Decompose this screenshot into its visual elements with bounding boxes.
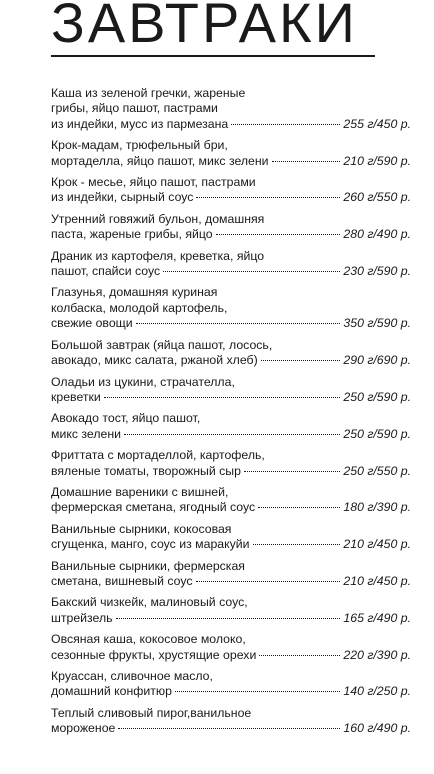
menu-item-description: Утренний говяжий бульон, домашняя: [51, 211, 265, 226]
menu-item-description: Большой завтрак (яйца пашот, лосось,: [51, 337, 273, 352]
menu-item: [51, 86, 411, 132]
menu-item-description: грибы, яйцо пашот, пастрами: [51, 101, 218, 116]
menu-item-price: 250 г/590 р.: [343, 389, 411, 404]
menu-item: [51, 595, 411, 626]
menu-item-description: сезонные фрукты, хрустящие орехи: [51, 647, 257, 662]
menu-item: [51, 138, 411, 169]
dotted-leader: [196, 581, 341, 582]
menu-item: [51, 448, 411, 479]
menu-item-description: колбаска, молодой картофель,: [51, 300, 228, 315]
menu-item-price: 250 г/550 р.: [343, 463, 411, 478]
menu-item-price: 210 г/450 р.: [343, 573, 411, 588]
menu-item-description: авокадо, микс салата, ржаной хлеб): [51, 353, 258, 368]
menu-item-description: паста, жареные грибы, яйцо: [51, 227, 213, 242]
menu-item: [51, 338, 411, 369]
dotted-leader: [104, 397, 341, 398]
menu-item-price: 165 г/490 р.: [343, 610, 411, 625]
dotted-leader: [244, 471, 340, 472]
menu-item-description: Ванильные сырники, кокосовая: [51, 521, 232, 536]
menu-item-description: Овсяная каша, кокосовое молоко,: [51, 632, 246, 647]
menu-item-price: 260 г/550 р.: [343, 190, 411, 205]
dotted-leader: [163, 271, 340, 272]
menu-item-description: пашот, спайси соус: [51, 264, 161, 279]
menu-item-description: Ванильные сырники, фермерская: [51, 558, 245, 573]
dotted-leader: [259, 655, 340, 656]
menu-item-description: Крок - месье, яйцо пашот, пастрами: [51, 175, 256, 190]
menu-item-description: Домашние вареники с вишней,: [51, 484, 229, 499]
menu-item-description: Фриттата с мортаделлой, картофель,: [51, 448, 265, 463]
menu-item: [51, 175, 411, 206]
menu-item: [51, 485, 411, 516]
dotted-leader: [253, 544, 341, 545]
menu-item-description: Крок-мадам, трюфельный бри,: [51, 138, 228, 153]
menu-item-price: 280 г/490 р.: [343, 227, 411, 242]
menu-item-description: фермерская сметана, ягодный соус: [51, 500, 256, 515]
menu-item-description: мороженое: [51, 721, 116, 736]
page-title: ЗАВТРАКИ: [51, 0, 358, 54]
menu-item: [51, 411, 411, 442]
menu-item-description: Теплый сливовый пирог,ванильное: [51, 705, 252, 720]
menu-item-price: 210 г/450 р.: [343, 537, 411, 552]
menu-item: [51, 559, 411, 590]
menu-item-description: Оладьи из цукини, страчателла,: [51, 374, 235, 389]
menu-item: [51, 249, 411, 280]
dotted-leader: [258, 507, 340, 508]
menu-item: [51, 212, 411, 243]
menu-item: [51, 706, 411, 737]
menu-item-price: 350 г/590 р.: [343, 316, 411, 331]
menu-item-description: микс зелени: [51, 426, 122, 441]
menu-item-description: вяленые томаты, творожный сыр: [51, 463, 241, 478]
menu-item-description: Бакский чизкейк, малиновый соус,: [51, 595, 248, 610]
dotted-leader: [116, 618, 341, 619]
dotted-leader: [196, 197, 340, 198]
menu-item-price: 140 г/250 р.: [343, 684, 411, 699]
menu-item-description: сгущенка, манго, соус из маракуйи: [51, 537, 250, 552]
dotted-leader: [261, 360, 341, 361]
dotted-leader: [175, 691, 340, 692]
menu-item-price: 250 г/590 р.: [343, 426, 411, 441]
menu-item-description: Драник из картофеля, креветка, яйцо: [51, 248, 265, 263]
dotted-leader: [124, 434, 340, 435]
menu-item: [51, 632, 411, 663]
menu-item-description: Авокадо тост, яйцо пашот,: [51, 411, 201, 426]
menu-list: [51, 86, 411, 743]
menu-item: [51, 375, 411, 406]
dotted-leader: [136, 323, 341, 324]
menu-item-description: из индейки, сырный соус: [51, 190, 194, 205]
menu-item-price: 230 г/590 р.: [343, 264, 411, 279]
menu-item: [51, 522, 411, 553]
menu-item-price: 180 г/390 р.: [343, 500, 411, 515]
title-underline: [51, 55, 375, 57]
menu-item-description: свежие овощи: [51, 316, 133, 331]
dotted-leader: [231, 124, 340, 125]
dotted-leader: [272, 161, 341, 162]
dotted-leader: [216, 234, 341, 235]
menu-item: [51, 669, 411, 700]
menu-item-description: мортаделла, яйцо пашот, микс зелени: [51, 153, 269, 168]
menu-item-price: 210 г/590 р.: [343, 153, 411, 168]
menu-item-description: из индейки, мусс из пармезана: [51, 116, 229, 131]
menu-item-price: 290 г/690 р.: [343, 353, 411, 368]
menu-item-description: Каша из зеленой гречки, жареные: [51, 86, 246, 100]
menu-item-description: штрейзель: [51, 610, 113, 625]
menu-item-price: 255 г/450 р.: [343, 116, 411, 131]
menu-item-description: домашний конфитюр: [51, 684, 172, 699]
menu-item-description: креветки: [51, 389, 101, 404]
menu-item-description: Круассан, сливочное масло,: [51, 669, 213, 683]
dotted-leader: [118, 728, 340, 729]
menu-item: [51, 285, 411, 331]
menu-item-price: 220 г/390 р.: [343, 647, 411, 662]
menu-item-description: Глазунья, домашняя куриная: [51, 285, 218, 300]
menu-item-description: сметана, вишневый соус: [51, 573, 193, 588]
menu-item-price: 160 г/490 р.: [343, 721, 411, 736]
